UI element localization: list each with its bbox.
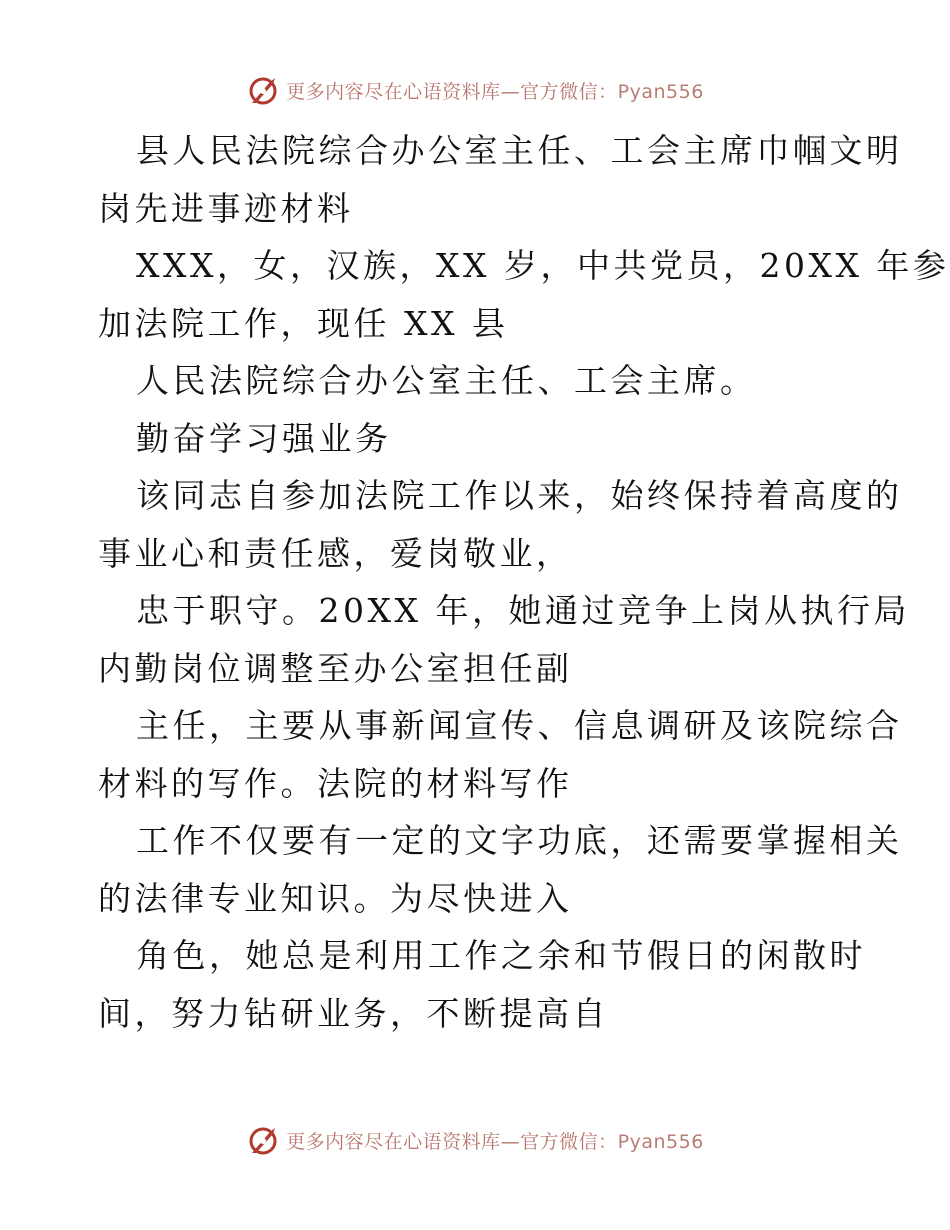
text-line: 忠于职守。20XX 年，她通过竞争上岗从执行局 <box>136 591 910 630</box>
pen-circle-logo-icon <box>246 73 280 107</box>
watermark-account: Pyan556 <box>617 1130 704 1153</box>
watermark-text: 更多内容尽在心语资料库—官方微信：Pyan556 <box>286 1130 704 1153</box>
text-line: 岗先进事迹材料 <box>98 188 354 228</box>
text-line: 间，努力钻研业务，不断提高自 <box>98 993 609 1033</box>
pen-circle-logo-icon <box>246 1123 280 1157</box>
text-line: 人民法院综合办公室主任、工会主席。 <box>136 361 757 400</box>
footer-watermark <box>0 1120 950 1160</box>
text-line: 的法律专业知识。为尽快进入 <box>98 878 573 918</box>
text-line: 县人民法院综合办公室主任、工会主席巾帼文明 <box>136 131 903 170</box>
text-line: XXX，女，汉族，XX 岁，中共党员，20XX 年参 <box>136 246 950 285</box>
text-line: 内勤岗位调整至办公室担任副 <box>98 648 573 688</box>
text-line: 事业心和责任感，爱岗敬业， <box>98 533 573 573</box>
text-line: 加法院工作，现任 XX 县 <box>98 303 509 343</box>
watermark-text: 更多内容尽在心语资料库—官方微信：Pyan556 <box>286 80 704 103</box>
text-line: 勤奋学习强业务 <box>136 418 392 458</box>
text-line: 材料的写作。法院的材料写作 <box>98 763 573 803</box>
text-line: 该同志自参加法院工作以来，始终保持着高度的 <box>136 476 903 515</box>
text-line: 角色，她总是利用工作之余和节假日的闲散时 <box>136 936 866 975</box>
text-line: 主任，主要从事新闻宣传、信息调研及该院综合 <box>136 706 903 745</box>
watermark-account: Pyan556 <box>617 80 704 103</box>
text-line: 工作不仅要有一定的文字功底，还需要掌握相关 <box>136 821 903 860</box>
document-body <box>98 122 950 1042</box>
header-watermark <box>0 70 950 110</box>
